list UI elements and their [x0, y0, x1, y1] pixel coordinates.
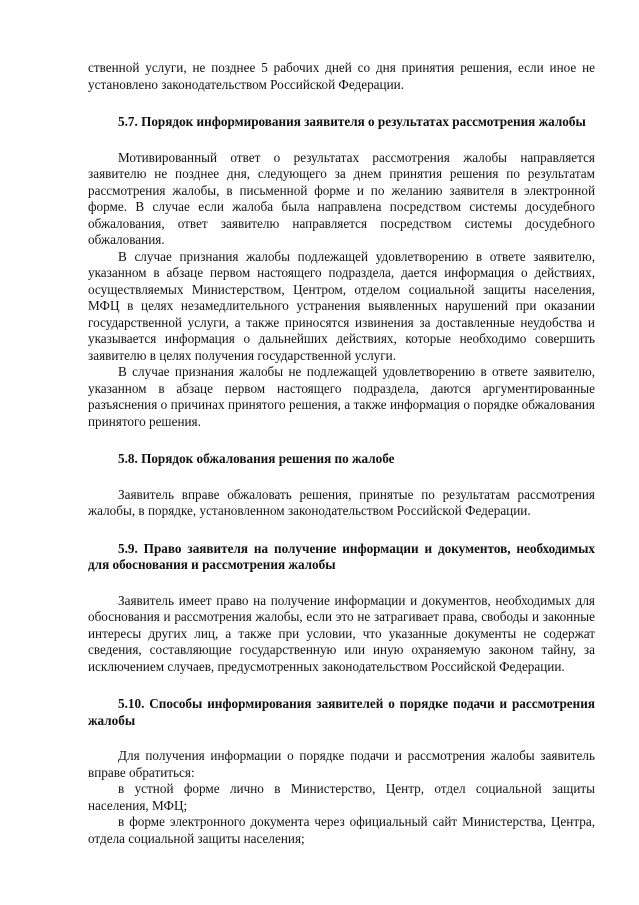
section-5-7-paragraph-1: Мотивированный ответ о результатах рассмотрения жалобы направляется заявителю не позднее дня, следующего за днем принятия решения по результатам рассмотрения жалобы, в письменной форме и по желанию заявителя в электронной форме. В случае если жалоба была направлена посредством системы досудебного обжалования, ответ заявителю направляется посредством системы досудебного обжалования. — [88, 149, 595, 247]
section-5-9-paragraph-1: Заявитель имеет право на получение информации и документов, необходимых для обоснования и рассмотрения жалобы, если это не затрагивает права, свободы и законные интересы других лиц, а также при условии, что указанные документы не содержат сведения, составляющие государственную или иную охраняемую законом тайну, за исключением случаев, предусмотренных законодательством Российской Федерации. — [88, 592, 595, 674]
section-5-7-paragraph-2: В случае признания жалобы подлежащей удовлетворению в ответе заявителю, указанном в абзаце первом настоящего подраздела, дается информация о действиях, осуществляемых Министерством, Центром, отделом социальной защиты населения, МФЦ в целях незамедлительного устранения выявленных нарушений при оказании государственной услуги, а также приносятся извинения за доставленные неудобства и указывается информация о дальнейших действиях, которые необходимо совершить заявителю в целях получения государственной услуги. — [88, 248, 595, 363]
section-5-10-heading: 5.10. Способы информирования заявителей о порядке подачи и рассмотрения жалобы — [88, 696, 595, 728]
intro-paragraph: ственной услуги, не позднее 5 рабочих дней со дня принятия решения, если иное не установлено законодательством Российской Федерации. — [88, 60, 595, 92]
section-5-10-paragraph-2: в устной форме лично в Министерство, Центр, отдел социальной защиты населения, МФЦ; — [88, 781, 595, 813]
section-5-10-paragraph-1: Для получения информации о порядке подачи и рассмотрения жалобы заявитель вправе обратиться: — [88, 748, 595, 780]
section-5-7-paragraph-3: В случае признания жалобы не подлежащей удовлетворению в ответе заявителю, указанном в абзаце первом настоящего подраздела, даются аргументированные разъяснения о причинах принятого решения, а также информация о порядке обжалования принятого решения. — [88, 364, 595, 429]
section-5-7-heading: 5.7. Порядок информирования заявителя о результатах рассмотрения жалобы — [118, 114, 586, 129]
section-5-8-paragraph-1: Заявитель вправе обжаловать решения, принятые по результатам рассмотрения жалобы, в порядке, установленном законодательством Российской Федерации. — [88, 486, 595, 518]
section-5-8-heading: 5.8. Порядок обжалования решения по жалобе — [118, 451, 395, 466]
section-5-9-heading: 5.9. Право заявителя на получение информации и документов, необходимых для обоснования и рассмотрения жалобы — [88, 540, 595, 572]
section-5-10-paragraph-3: в форме электронного документа через официальный сайт Министерства, Центра, отдела социальной защиты населения; — [88, 814, 595, 846]
